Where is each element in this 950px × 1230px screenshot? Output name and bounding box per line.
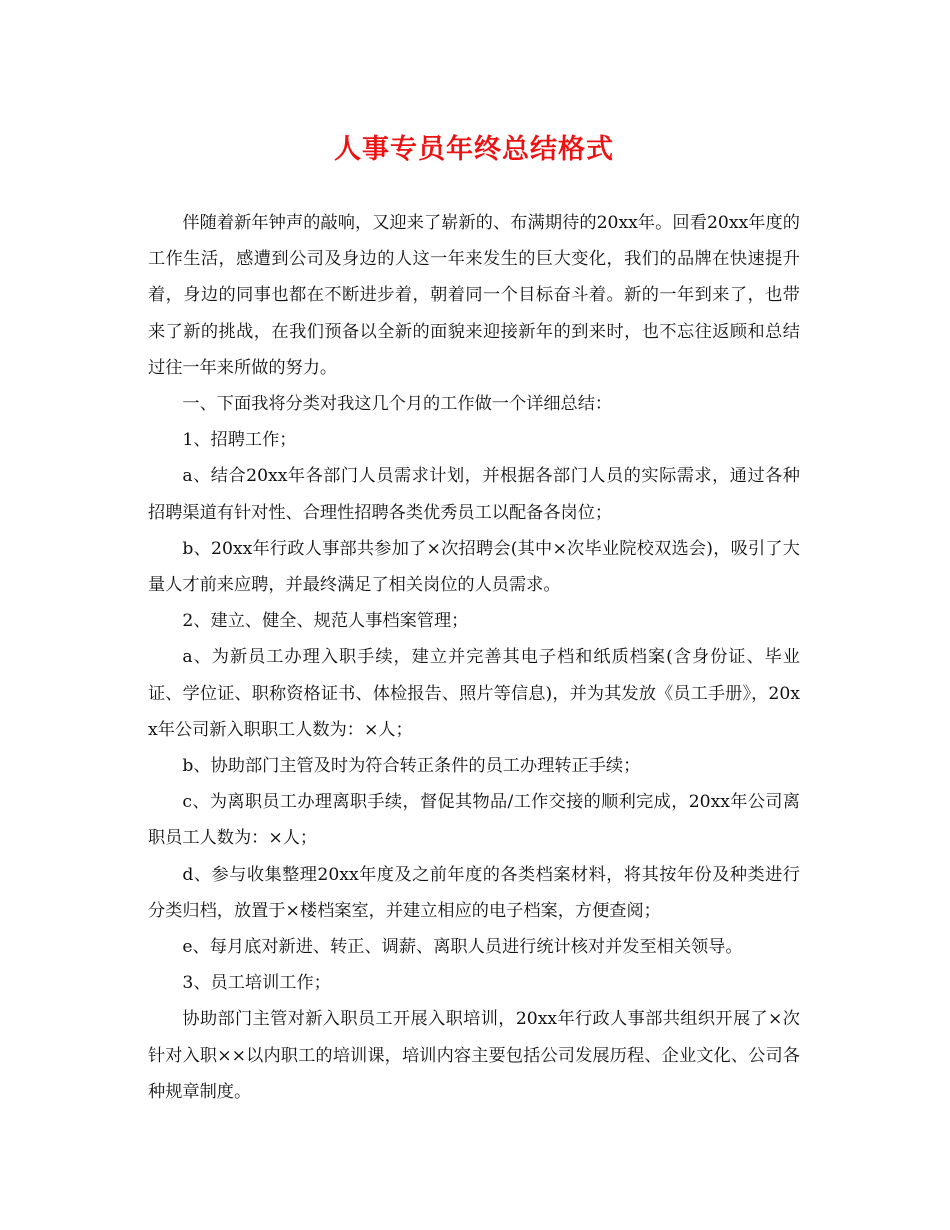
subsection-archives: 2、建立、健全、规范人事档案管理； [182,611,469,632]
intro-paragraph: 伴随着新年钟声的敲响，又迎来了崭新的、布满期待的20xx年。回看20xx年度的工作生活，感遭到公司及身边的人这一年来发生的巨大变化，我们的品牌在快速提升着，身边的同事也都在不断进步着，朝着同一个目标奋斗着。新的一年到来了，也带来了新的挑战，在我们预备以全新的面貌来迎接新年的到来时，也不忘往返顾和总结过往一年来所做的努力。 [148,213,800,378]
list-item: d、参与收集整理20xx年度及之前年度的各类档案材料，将其按年份及种类进行分类归档，放置于×楼档案室，并建立相应的电子档案，方便查阅； [148,864,800,921]
list-item: e、每月底对新进、转正、调薪、离职人员进行统计核对并发至相关领导。 [182,937,743,958]
list-item: b、20xx年行政人事部共参加了×次招聘会(其中×次毕业院校双选会)，吸引了大量人才前来应聘，并最终满足了相关岗位的人员需求。 [148,538,800,596]
subsection-training: 3、员工培训工作； [182,973,331,994]
document-title: 人事专员年终总结格式 [334,134,614,165]
list-item: a、结合20xx年各部门人员需求计划，并根据各部门人员的实际需求，通过各种招聘渠道有针对性、合理性招聘各类优秀员工以配备各岗位； [148,466,800,523]
list-item: c、为离职员工办理离职手续，督促其物品/工作交接的顺利完成，20xx年公司离职员工人数为：×人； [148,792,800,849]
section-heading-summary: 一、下面我将分类对我这几个月的工作做一个详细总结： [182,394,613,415]
list-item: a、为新员工办理入职手续，建立并完善其电子档和纸质档案(含身份证、毕业证、学位证、职称资格证书、体检报告、照片等信息)，并为其发放《员工手册》，20xx年公司新入职职工人数为：×人； [148,647,800,740]
subsection-recruitment: 1、招聘工作； [182,430,297,451]
list-item: b、协助部门主管及时为符合转正条件的员工办理转正手续； [182,756,641,777]
training-paragraph: 协助部门主管对新入职员工开展入职培训，20xx年行政人事部共组织开展了×次针对入职××以内职工的培训课，培训内容主要包括公司发展历程、企业文化、公司各种规章制度。 [148,1009,800,1102]
